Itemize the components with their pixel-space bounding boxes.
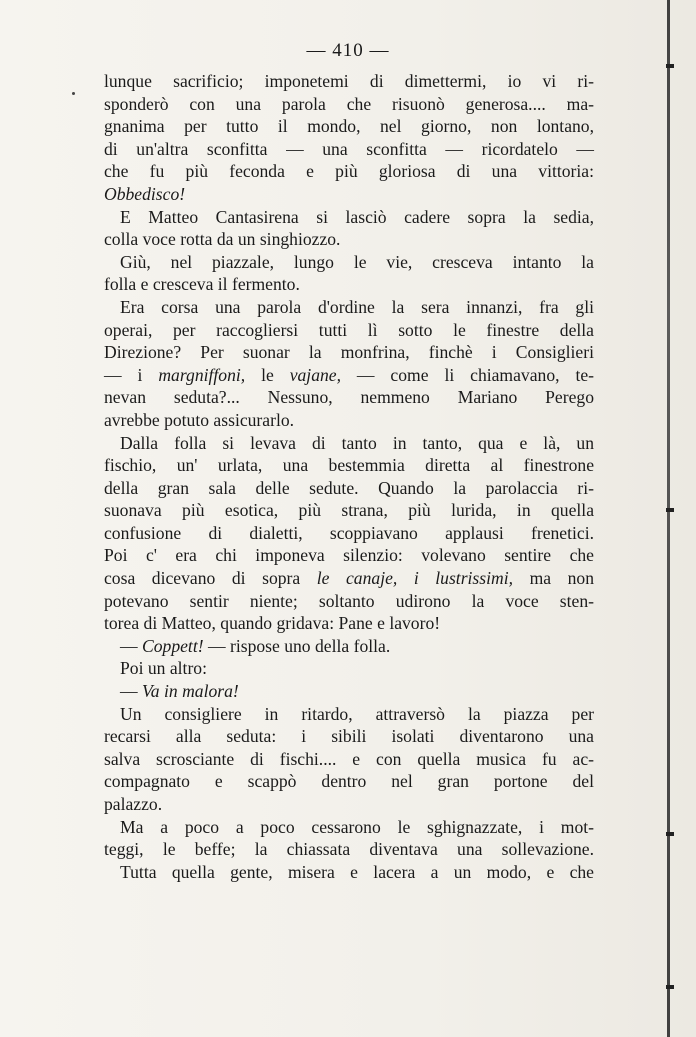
text-segment: Direzione? Per suonar la monfrina, finchè i Consiglieri	[104, 342, 594, 363]
text-segment: —	[120, 635, 142, 656]
text-segment: Giù, nel piazzale, lungo le vie, cresceva intanto la	[120, 251, 594, 272]
text-segment: Era corsa una parola d'ordine la sera innanzi, fra gli	[120, 296, 594, 317]
text-segment: avrebbe potuto assicurarlo.	[104, 409, 295, 430]
text-segment: — rispose uno della folla.	[203, 635, 391, 656]
text-line	[104, 567, 594, 590]
text-line	[104, 477, 594, 500]
page-edge-shadow	[667, 0, 670, 1037]
text-segment: cosa dicevano di sopra	[104, 568, 317, 589]
text-line	[104, 296, 594, 319]
text-line	[104, 838, 594, 861]
ink-speck	[72, 92, 75, 95]
text-line	[104, 206, 594, 229]
text-segment: — come li chiamavano, te-	[341, 364, 594, 385]
text-line	[104, 93, 594, 116]
text-segment: della gran sala delle sedute. Quando la parolaccia ri-	[104, 477, 594, 498]
text-segment: lunque sacrificio; imponetemi di dimettermi, io vi ri-	[104, 71, 594, 91]
edge-mark	[666, 64, 674, 68]
text-line	[104, 409, 594, 432]
text-line	[104, 635, 594, 658]
text-line	[104, 861, 594, 884]
text-segment: — i	[104, 364, 159, 385]
text-segment: recarsi alla seduta: i sibili isolati diventarono una	[104, 726, 594, 747]
text-segment: salva scrosciante di fischi.... e con quella musica fu ac-	[104, 748, 594, 769]
text-segment: sponderò con una parola che risuonò generosa.... ma-	[104, 93, 594, 114]
italic-text: le canaje, i lustrissimi,	[316, 568, 514, 589]
italic-text: Obbedisco!	[104, 183, 186, 204]
text-line	[104, 319, 594, 342]
text-line	[104, 341, 594, 364]
text-line	[104, 522, 594, 545]
text-line	[104, 657, 594, 680]
text-segment: di un'altra sconfitta — una sconfitta — ricordatelo —	[104, 138, 594, 159]
text-line	[104, 138, 594, 161]
text-segment: E Matteo Cantasirena si lasciò cadere sopra la sedia,	[120, 206, 594, 227]
text-segment: teggi, le beffe; la chiassata diventava una sollevazione.	[104, 839, 594, 860]
text-segment: Poi un altro:	[120, 658, 207, 679]
text-segment: Tutta quella gente, misera e lacera a un modo, e che	[120, 861, 594, 882]
text-line	[104, 703, 594, 726]
text-line	[104, 499, 594, 522]
edge-mark	[666, 985, 674, 989]
text-line	[104, 160, 594, 183]
text-segment: torea di Matteo, quando gridava: Pane e lavoro!	[104, 613, 441, 634]
italic-text: Coppett!	[142, 635, 204, 656]
text-line	[104, 432, 594, 455]
text-segment: Dalla folla si levava di tanto in tanto, qua e là, un	[120, 432, 594, 453]
text-segment: che fu più feconda e più gloriosa di una vittoria:	[104, 161, 594, 182]
text-segment: le	[245, 364, 290, 385]
text-segment: Ma a poco a poco cessarono le sghignazzate, i mot-	[120, 816, 594, 837]
text-line	[104, 454, 594, 477]
italic-text: Va in malora!	[142, 681, 239, 702]
text-segment: suonava più esotica, più strana, più lurida, in quella	[104, 500, 594, 521]
text-segment: nevan seduta?... Nessuno, nemmeno Mariano Perego	[104, 387, 594, 408]
text-line	[104, 115, 594, 138]
text-line	[104, 770, 594, 793]
text-segment: Un consigliere in ritardo, attraversò la piazza per	[120, 703, 594, 724]
italic-text: vajane,	[289, 364, 341, 385]
text-line	[104, 612, 594, 635]
text-line	[104, 70, 594, 93]
text-segment: potevano sentir niente; soltanto udirono la voce sten-	[104, 590, 594, 611]
edge-mark	[666, 508, 674, 512]
text-line	[104, 364, 594, 387]
text-segment: Poi c' era chi imponeva silenzio: volevano sentire che	[104, 545, 594, 566]
text-segment: fischio, un' urlata, una bestemmia diretta al finestrone	[104, 455, 594, 476]
italic-text: margniffoni,	[158, 364, 246, 385]
text-line	[104, 793, 594, 816]
text-segment: palazzo.	[104, 794, 163, 814]
text-line	[104, 251, 594, 274]
text-segment: ma non	[513, 568, 594, 589]
text-line	[104, 725, 594, 748]
text-line	[104, 816, 594, 839]
text-line	[104, 386, 594, 409]
text-segment: colla voce rotta da un singhiozzo.	[104, 229, 341, 250]
text-segment: confusione di dialetti, scoppiavano applausi frenetici.	[104, 522, 594, 543]
text-line	[104, 273, 594, 296]
text-segment: gnanima per tutto il mondo, nel giorno, non lontano,	[104, 116, 594, 137]
text-line	[104, 183, 594, 206]
text-line	[104, 590, 594, 613]
text-line	[104, 228, 594, 251]
text-line	[104, 680, 594, 703]
text-segment: folla e cresceva il fermento.	[104, 274, 300, 295]
text-segment: compagnato e scappò dentro nel gran portone del	[104, 771, 594, 792]
text-segment: —	[120, 681, 142, 702]
edge-mark	[666, 832, 674, 836]
body-text	[104, 70, 594, 883]
text-line	[104, 748, 594, 771]
text-segment: operai, per raccogliersi tutti lì sotto le finestre della	[104, 319, 594, 340]
text-line	[104, 544, 594, 567]
page-number: — 410 —	[306, 40, 390, 61]
